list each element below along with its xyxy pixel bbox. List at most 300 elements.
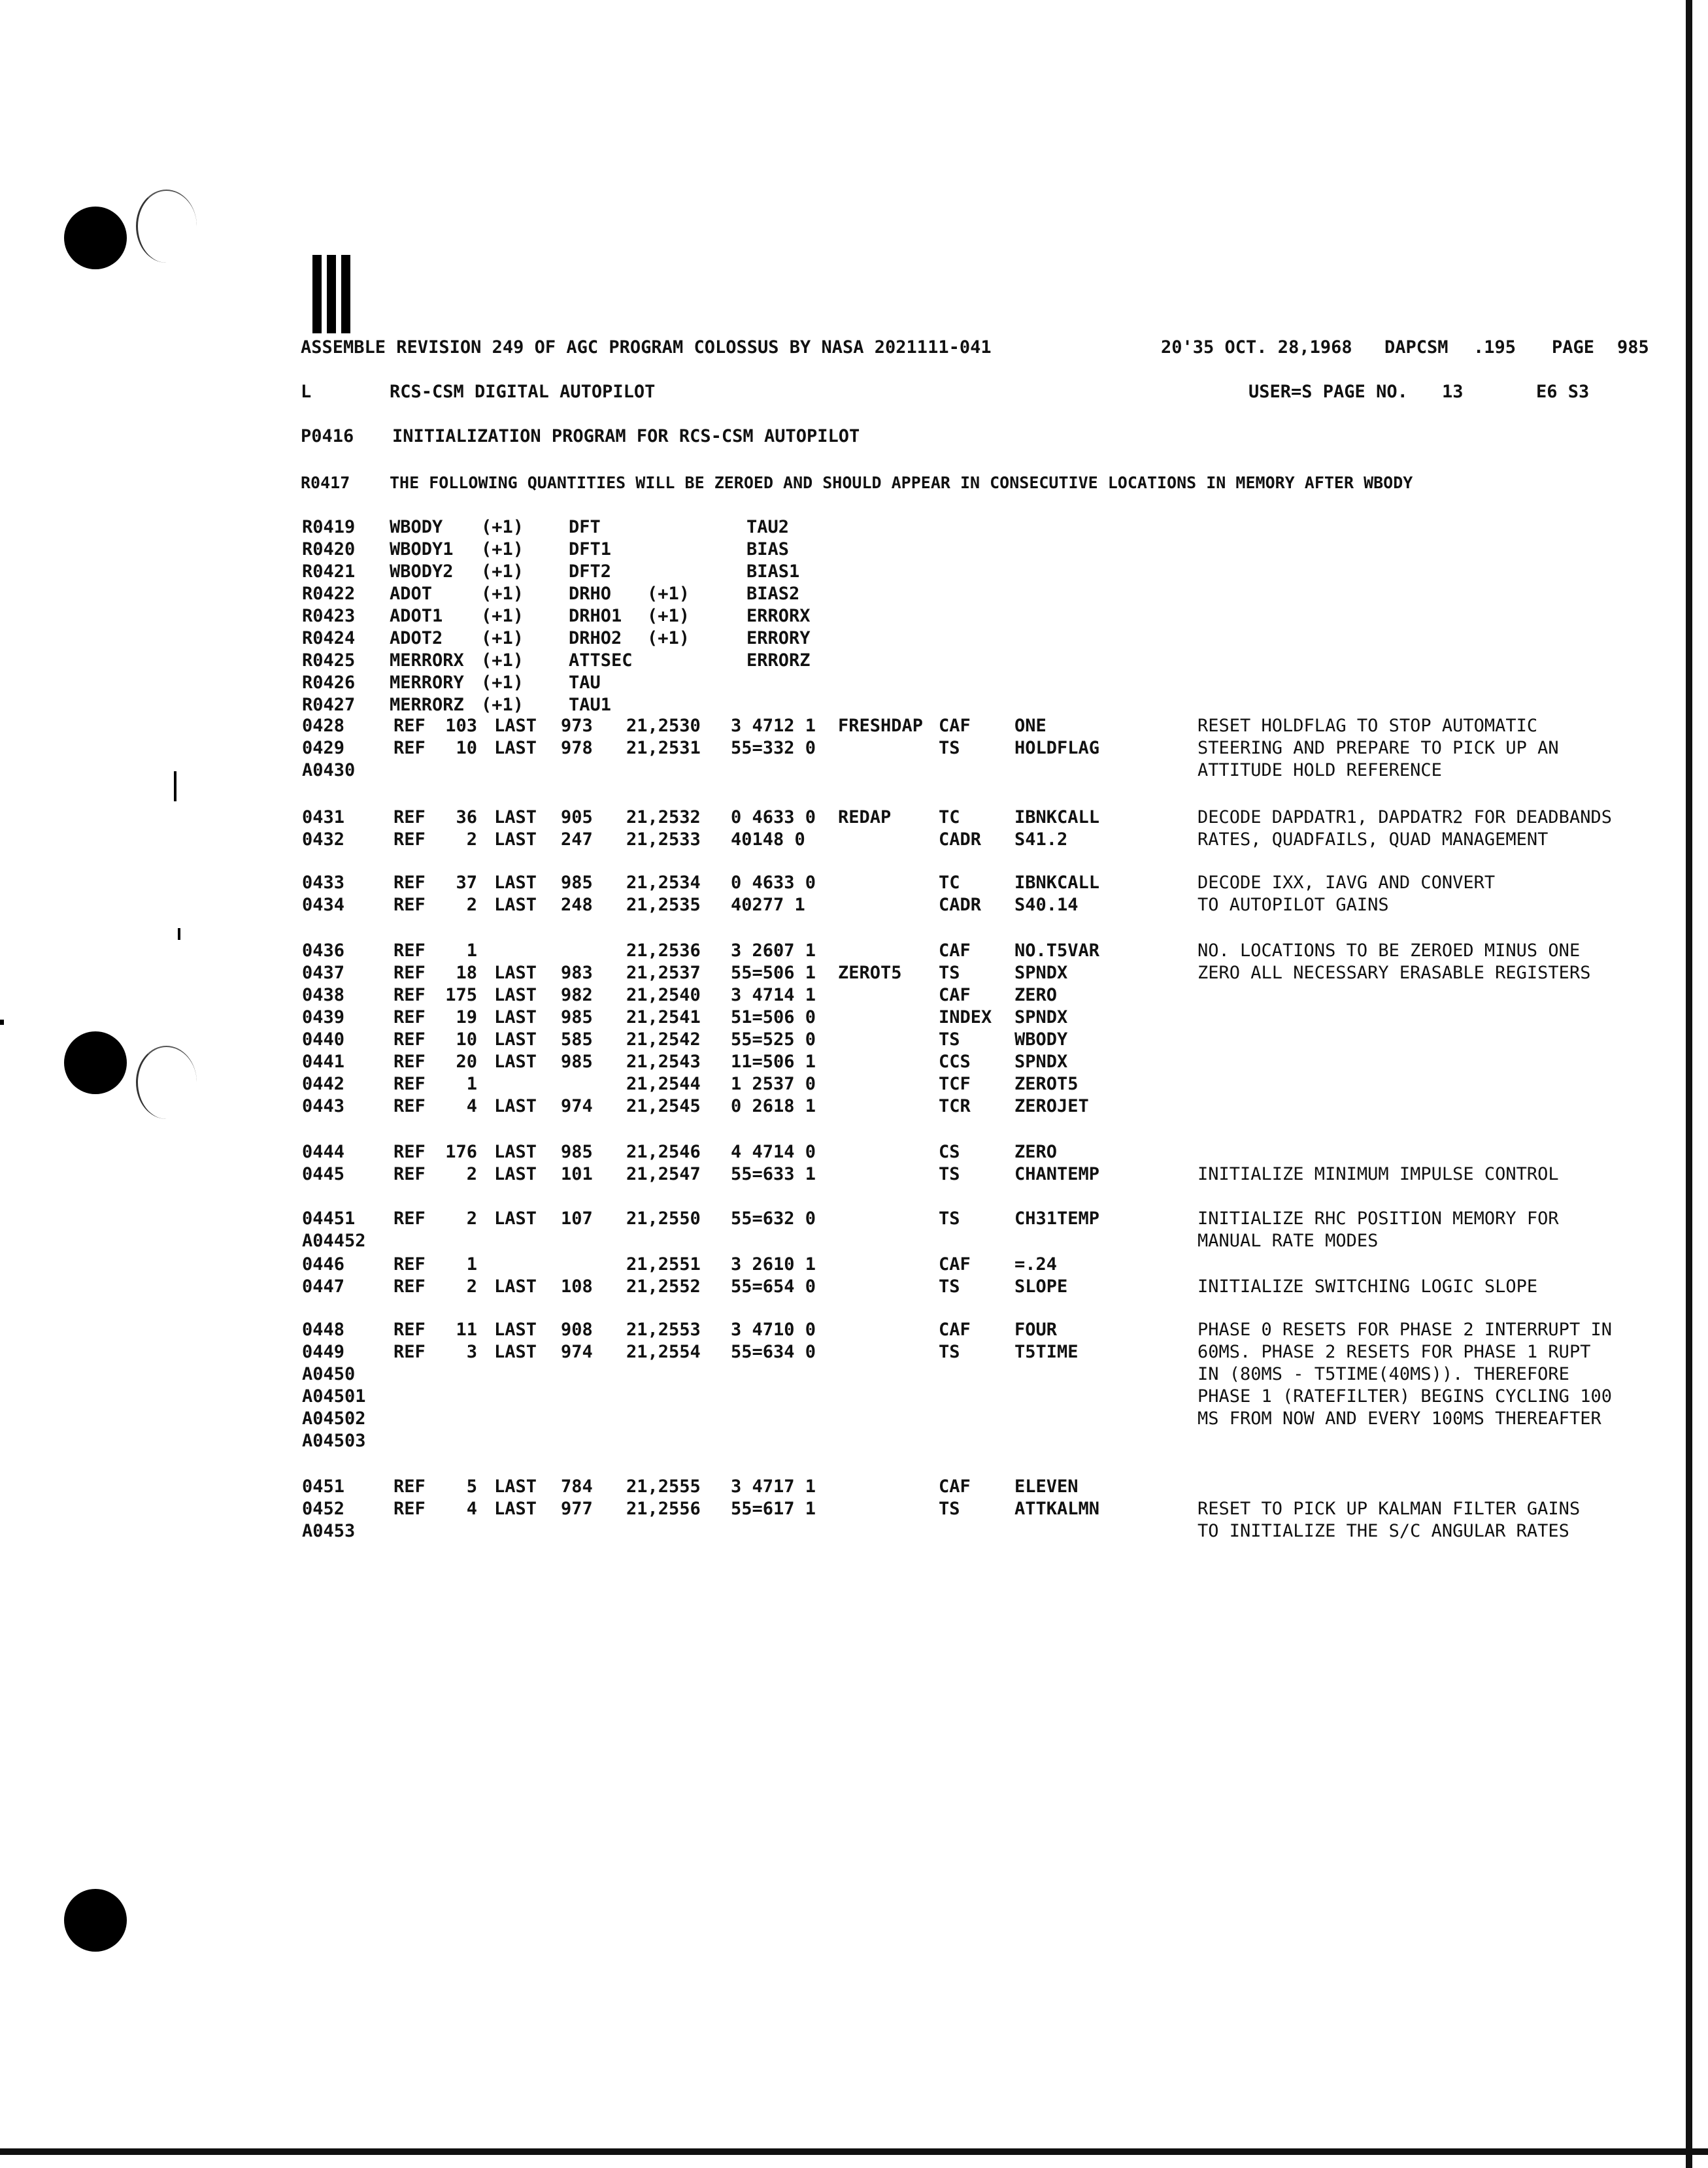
comment: ZERO ALL NECESSARY ERASABLE REGISTERS (1197, 963, 1591, 983)
line-number: A04502 (302, 1409, 366, 1429)
line-number: 0446 (302, 1254, 345, 1275)
ref-keyword: REF (394, 1276, 426, 1297)
operand: ZEROJET (1014, 1096, 1089, 1116)
opcode: CADR (939, 829, 982, 850)
operand: IBNKCALL (1014, 807, 1100, 827)
erasable-name: ADOT2 (390, 628, 443, 648)
ref-count: 4 (466, 1499, 477, 1519)
erasable-name: WBODY (390, 517, 443, 537)
erasable-name: ADOT1 (390, 606, 443, 626)
ref-keyword: REF (394, 1052, 426, 1072)
erasable-name: BIAS1 (746, 561, 800, 582)
comment: PHASE 1 (RATEFILTER) BEGINS CYCLING 100 (1197, 1386, 1612, 1407)
octal-word: 55=654 0 (731, 1276, 816, 1297)
operand: ATTKALMN (1014, 1499, 1100, 1519)
erasable-name: TAU1 (569, 695, 612, 715)
memory-address: 21,2550 (626, 1209, 701, 1229)
operand: IBNKCALL (1014, 873, 1100, 893)
operand: WBODY (1014, 1029, 1068, 1050)
operand: SPNDX (1014, 963, 1068, 983)
ref-keyword: REF (394, 716, 426, 736)
operand: CH31TEMP (1014, 1209, 1100, 1229)
comment: TO INITIALIZE THE S/C ANGULAR RATES (1197, 1521, 1569, 1541)
comment: NO. LOCATIONS TO BE ZEROED MINUS ONE (1197, 941, 1581, 961)
comment: INITIALIZE SWITCHING LOGIC SLOPE (1197, 1276, 1538, 1297)
memory-address: 21,2555 (626, 1476, 701, 1497)
line-number: 0428 (302, 716, 345, 736)
line-number: 0442 (302, 1074, 345, 1094)
line-number: A04501 (302, 1386, 366, 1407)
erasable-size: (+1) (481, 517, 524, 537)
memory-address: 21,2536 (626, 941, 701, 961)
last-keyword: LAST (494, 1342, 537, 1362)
opcode: CAF (939, 985, 971, 1005)
opcode: TS (939, 738, 960, 758)
opcode: CAF (939, 941, 971, 961)
erasable-label: R0419 (302, 517, 356, 537)
line-number: A0450 (302, 1364, 356, 1384)
ref-count: 4 (466, 1096, 477, 1116)
memory-address: 21,2537 (626, 963, 701, 983)
page-border-right (1686, 0, 1692, 2168)
ref-count: 11 (456, 1320, 477, 1340)
last-count: 908 (561, 1320, 593, 1340)
memory-address: 21,2544 (626, 1074, 701, 1094)
last-count: 585 (561, 1029, 593, 1050)
ref-count: 10 (456, 738, 477, 758)
ref-keyword: REF (394, 1499, 426, 1519)
memory-address: 21,2534 (626, 873, 701, 893)
ref-count: 5 (466, 1476, 477, 1497)
code-label: REDAP (838, 807, 892, 827)
last-count: 985 (561, 1142, 593, 1162)
erasable-name: ERRORX (746, 606, 811, 626)
last-count: 974 (561, 1342, 593, 1362)
erasable-size: (+1) (647, 628, 690, 648)
last-count: 107 (561, 1209, 593, 1229)
ref-keyword: REF (394, 895, 426, 915)
erasable-size: (+1) (481, 606, 524, 626)
opcode: INDEX (939, 1007, 992, 1027)
comment: PHASE 0 RESETS FOR PHASE 2 INTERRUPT IN (1197, 1320, 1612, 1340)
comment: RATES, QUADFAILS, QUAD MANAGEMENT (1197, 829, 1549, 850)
line-number: 0440 (302, 1029, 345, 1050)
erasable-name: DFT (569, 517, 601, 537)
comment: MS FROM NOW AND EVERY 100MS THEREAFTER (1197, 1409, 1601, 1429)
octal-word: 1 2537 0 (731, 1074, 816, 1094)
octal-word: 55=525 0 (731, 1029, 816, 1050)
operand: ONE (1014, 716, 1047, 736)
punch-ring-top (136, 190, 197, 263)
opcode: TS (939, 1499, 960, 1519)
registration-bar (341, 255, 350, 333)
last-count: 108 (561, 1276, 593, 1297)
line-number: 0434 (302, 895, 345, 915)
erasable-name: ADOT (390, 584, 433, 604)
ref-keyword: REF (394, 829, 426, 850)
ref-count: 10 (456, 1029, 477, 1050)
comment: ATTITUDE HOLD REFERENCE (1197, 760, 1442, 780)
ref-keyword: REF (394, 1320, 426, 1340)
opcode: CS (939, 1142, 960, 1162)
erasable-size: (+1) (647, 606, 690, 626)
ref-count: 19 (456, 1007, 477, 1027)
remark-text: THE FOLLOWING QUANTITIES WILL BE ZEROED AND SHOULD APPEAR IN CONSECUTIVE LOCATIONS IN MEMORY AFTER WBODY (390, 473, 1413, 492)
ref-count: 2 (466, 1276, 477, 1297)
opcode: TCR (939, 1096, 971, 1116)
line-number: 0448 (302, 1320, 345, 1340)
memory-address: 21,2535 (626, 895, 701, 915)
last-keyword: LAST (494, 829, 537, 850)
line-number: 0438 (302, 985, 345, 1005)
comment: 60MS. PHASE 2 RESETS FOR PHASE 1 RUPT (1197, 1342, 1591, 1362)
erasable-name: DRHO1 (569, 606, 622, 626)
last-keyword: LAST (494, 1476, 537, 1497)
ref-count: 37 (456, 873, 477, 893)
margin-mark (178, 928, 180, 940)
erasable-name: MERRORX (390, 650, 464, 671)
octal-word: 4 4714 0 (731, 1142, 816, 1162)
comment: TO AUTOPILOT GAINS (1197, 895, 1389, 915)
octal-word: 3 4710 0 (731, 1320, 816, 1340)
assembly-line: ASSEMBLE REVISION 249 OF AGC PROGRAM COLOSSUS BY NASA 2021111-041 (301, 337, 992, 358)
operand: SPNDX (1014, 1052, 1068, 1072)
memory-address: 21,2545 (626, 1096, 701, 1116)
memory-address: 21,2541 (626, 1007, 701, 1027)
memory-address: 21,2532 (626, 807, 701, 827)
last-count: 985 (561, 1052, 593, 1072)
ref-keyword: REF (394, 1476, 426, 1497)
ref-keyword: REF (394, 1142, 426, 1162)
opcode: CAF (939, 1320, 971, 1340)
last-count: 985 (561, 873, 593, 893)
line-number: A0430 (302, 760, 356, 780)
memory-address: 21,2556 (626, 1499, 701, 1519)
operand: S40.14 (1014, 895, 1079, 915)
punch-hole-middle (64, 1031, 127, 1094)
line-number: 0433 (302, 873, 345, 893)
erasable-size: (+1) (481, 561, 524, 582)
ref-count: 2 (466, 829, 477, 850)
ref-count: 176 (445, 1142, 477, 1162)
erasable-name: BIAS (746, 539, 790, 559)
erasable-name: WBODY2 (390, 561, 454, 582)
comment: MANUAL RATE MODES (1197, 1231, 1379, 1251)
erasable-size: (+1) (481, 584, 524, 604)
erasable-label: R0424 (302, 628, 356, 648)
line-number: 0441 (302, 1052, 345, 1072)
last-count: 982 (561, 985, 593, 1005)
octal-word: 3 4717 1 (731, 1476, 816, 1497)
program-label: P0416 (301, 426, 354, 446)
comment: DECODE IXX, IAVG AND CONVERT (1197, 873, 1496, 893)
last-keyword: LAST (494, 895, 537, 915)
opcode: TC (939, 807, 960, 827)
erasable-name: ERRORY (746, 628, 811, 648)
last-keyword: LAST (494, 985, 537, 1005)
opcode: TS (939, 1276, 960, 1297)
operand: SPNDX (1014, 1007, 1068, 1027)
margin-mark (0, 1020, 4, 1025)
operand: T5TIME (1014, 1342, 1079, 1362)
octal-word: 11=506 1 (731, 1052, 816, 1072)
code-label: FRESHDAP (838, 716, 924, 736)
ref-count: 1 (466, 1254, 477, 1275)
last-keyword: LAST (494, 1499, 537, 1519)
ref-count: 2 (466, 895, 477, 915)
ref-keyword: REF (394, 873, 426, 893)
registration-bar (327, 255, 336, 333)
ref-count: 1 (466, 1074, 477, 1094)
erasable-name: ERRORZ (746, 650, 811, 671)
octal-word: 40277 1 (731, 895, 805, 915)
octal-word: 0 2618 1 (731, 1096, 816, 1116)
line-number: 0445 (302, 1164, 345, 1184)
memory-address: 21,2530 (626, 716, 701, 736)
ref-keyword: REF (394, 963, 426, 983)
line-number: 0444 (302, 1142, 345, 1162)
erasable-name: DRHO (569, 584, 612, 604)
program-title: INITIALIZATION PROGRAM FOR RCS-CSM AUTOPILOT (392, 426, 860, 446)
opcode: TS (939, 1209, 960, 1229)
module-name: DAPCSM (1384, 337, 1448, 358)
line-number: 0431 (302, 807, 345, 827)
octal-word: 3 2610 1 (731, 1254, 816, 1275)
code-label: ZEROT5 (838, 963, 902, 983)
last-keyword: LAST (494, 807, 537, 827)
last-count: 905 (561, 807, 593, 827)
section-title: RCS-CSM DIGITAL AUTOPILOT (390, 382, 656, 402)
remark-label: R0417 (301, 473, 350, 492)
operand: ZEROT5 (1014, 1074, 1079, 1094)
last-keyword: LAST (494, 873, 537, 893)
last-keyword: LAST (494, 1320, 537, 1340)
erasable-name: BIAS2 (746, 584, 800, 604)
ref-count: 2 (466, 1209, 477, 1229)
last-count: 974 (561, 1096, 593, 1116)
operand: NO.T5VAR (1014, 941, 1100, 961)
page-label: PAGE (1552, 337, 1595, 358)
erasable-name: ATTSEC (569, 650, 633, 671)
operand: ZERO (1014, 985, 1058, 1005)
last-keyword: LAST (494, 1276, 537, 1297)
last-keyword: LAST (494, 1096, 537, 1116)
line-number: 0449 (302, 1342, 345, 1362)
memory-address: 21,2543 (626, 1052, 701, 1072)
last-keyword: LAST (494, 1007, 537, 1027)
erasable-name: WBODY1 (390, 539, 454, 559)
line-number: 0432 (302, 829, 345, 850)
memory-address: 21,2533 (626, 829, 701, 850)
log-code: L (301, 382, 312, 402)
line-number: 0439 (302, 1007, 345, 1027)
ref-keyword: REF (394, 1254, 426, 1275)
operand: ELEVEN (1014, 1476, 1079, 1497)
last-count: 247 (561, 829, 593, 850)
memory-address: 21,2551 (626, 1254, 701, 1275)
ref-count: 2 (466, 1164, 477, 1184)
ref-count: 103 (445, 716, 477, 736)
punch-ring-middle (136, 1046, 197, 1119)
opcode: TS (939, 963, 960, 983)
erasable-size: (+1) (481, 650, 524, 671)
user-page-number: 13 (1442, 382, 1464, 402)
memory-address: 21,2540 (626, 985, 701, 1005)
comment: DECODE DAPDATR1, DAPDATR2 FOR DEADBANDS (1197, 807, 1612, 827)
operand: ZERO (1014, 1142, 1058, 1162)
operand: HOLDFLAG (1014, 738, 1100, 758)
ref-count: 3 (466, 1342, 477, 1362)
line-number: A04452 (302, 1231, 366, 1251)
memory-address: 21,2554 (626, 1342, 701, 1362)
version: .195 (1473, 337, 1516, 358)
last-keyword: LAST (494, 1052, 537, 1072)
comment: INITIALIZE RHC POSITION MEMORY FOR (1197, 1209, 1559, 1229)
ref-count: 18 (456, 963, 477, 983)
comment: RESET TO PICK UP KALMAN FILTER GAINS (1197, 1499, 1581, 1519)
opcode: TS (939, 1029, 960, 1050)
octal-word: 55=506 1 (731, 963, 816, 983)
last-count: 978 (561, 738, 593, 758)
registration-bar (312, 255, 322, 333)
octal-word: 40148 0 (731, 829, 805, 850)
erasable-label: R0427 (302, 695, 356, 715)
operand: CHANTEMP (1014, 1164, 1100, 1184)
last-count: 977 (561, 1499, 593, 1519)
ref-keyword: REF (394, 1029, 426, 1050)
erasable-size: (+1) (647, 584, 690, 604)
erasable-label: R0423 (302, 606, 356, 626)
opcode: CADR (939, 895, 982, 915)
erasable-size: (+1) (481, 695, 524, 715)
octal-word: 3 2607 1 (731, 941, 816, 961)
ref-keyword: REF (394, 1007, 426, 1027)
ref-keyword: REF (394, 738, 426, 758)
line-number: 0451 (302, 1476, 345, 1497)
ref-count: 20 (456, 1052, 477, 1072)
last-count: 248 (561, 895, 593, 915)
opcode: CAF (939, 1476, 971, 1497)
comment: RESET HOLDFLAG TO STOP AUTOMATIC (1197, 716, 1538, 736)
line-number: A0453 (302, 1521, 356, 1541)
erasable-label: R0421 (302, 561, 356, 582)
operand: SLOPE (1014, 1276, 1068, 1297)
erasable-name: DRHO2 (569, 628, 622, 648)
comment: INITIALIZE MINIMUM IMPULSE CONTROL (1197, 1164, 1559, 1184)
line-number: A04503 (302, 1431, 366, 1451)
memory-address: 21,2542 (626, 1029, 701, 1050)
line-number: 0437 (302, 963, 345, 983)
erasable-name: DFT1 (569, 539, 612, 559)
ref-keyword: REF (394, 807, 426, 827)
last-keyword: LAST (494, 1029, 537, 1050)
erasable-size: (+1) (481, 673, 524, 693)
line-number: 0436 (302, 941, 345, 961)
erasable-label: R0420 (302, 539, 356, 559)
last-keyword: LAST (494, 1142, 537, 1162)
ref-count: 1 (466, 941, 477, 961)
last-count: 973 (561, 716, 593, 736)
ref-keyword: REF (394, 1096, 426, 1116)
punch-hole-bottom (64, 1889, 127, 1952)
line-number: 0447 (302, 1276, 345, 1297)
ref-keyword: REF (394, 1074, 426, 1094)
octal-word: 55=617 1 (731, 1499, 816, 1519)
punch-hole-top (64, 207, 127, 269)
erasable-size: (+1) (481, 628, 524, 648)
octal-word: 0 4633 0 (731, 807, 816, 827)
opcode: TS (939, 1342, 960, 1362)
erasable-label: R0422 (302, 584, 356, 604)
octal-word: 0 4633 0 (731, 873, 816, 893)
last-count: 985 (561, 1007, 593, 1027)
ref-count: 175 (445, 985, 477, 1005)
octal-word: 3 4712 1 (731, 716, 816, 736)
octal-word: 3 4714 1 (731, 985, 816, 1005)
octal-word: 51=506 0 (731, 1007, 816, 1027)
last-keyword: LAST (494, 1164, 537, 1184)
ref-keyword: REF (394, 1209, 426, 1229)
last-keyword: LAST (494, 716, 537, 736)
last-count: 101 (561, 1164, 593, 1184)
last-count: 983 (561, 963, 593, 983)
margin-mark (174, 771, 176, 801)
erasable-label: R0425 (302, 650, 356, 671)
line-number: 0443 (302, 1096, 345, 1116)
memory-address: 21,2552 (626, 1276, 701, 1297)
line-number: 0452 (302, 1499, 345, 1519)
user-page-label: USER=S PAGE NO. (1248, 382, 1408, 402)
operand: S41.2 (1014, 829, 1068, 850)
erasable-name: MERRORZ (390, 695, 464, 715)
page-border-bottom (0, 2148, 1708, 2155)
octal-word: 55=332 0 (731, 738, 816, 758)
ref-count: 36 (456, 807, 477, 827)
opcode: CAF (939, 1254, 971, 1275)
erasable-name: TAU2 (746, 517, 790, 537)
octal-word: 55=633 1 (731, 1164, 816, 1184)
opcode: TCF (939, 1074, 971, 1094)
ref-keyword: REF (394, 1164, 426, 1184)
memory-address: 21,2531 (626, 738, 701, 758)
erasable-name: MERRORY (390, 673, 464, 693)
ref-keyword: REF (394, 1342, 426, 1362)
last-keyword: LAST (494, 963, 537, 983)
octal-word: 55=634 0 (731, 1342, 816, 1362)
operand: FOUR (1014, 1320, 1058, 1340)
comment: IN (80MS - T5TIME(40MS)). THEREFORE (1197, 1364, 1569, 1384)
sheet-code: E6 S3 (1536, 382, 1590, 402)
last-keyword: LAST (494, 1209, 537, 1229)
last-keyword: LAST (494, 738, 537, 758)
ref-keyword: REF (394, 985, 426, 1005)
opcode: TS (939, 1164, 960, 1184)
ref-keyword: REF (394, 941, 426, 961)
opcode: TC (939, 873, 960, 893)
last-count: 784 (561, 1476, 593, 1497)
opcode: CAF (939, 716, 971, 736)
erasable-name: DFT2 (569, 561, 612, 582)
memory-address: 21,2553 (626, 1320, 701, 1340)
comment: STEERING AND PREPARE TO PICK UP AN (1197, 738, 1559, 758)
memory-address: 21,2546 (626, 1142, 701, 1162)
line-number: 0429 (302, 738, 345, 758)
erasable-name: TAU (569, 673, 601, 693)
erasable-label: R0426 (302, 673, 356, 693)
erasable-size: (+1) (481, 539, 524, 559)
memory-address: 21,2547 (626, 1164, 701, 1184)
line-number: 04451 (302, 1209, 356, 1229)
